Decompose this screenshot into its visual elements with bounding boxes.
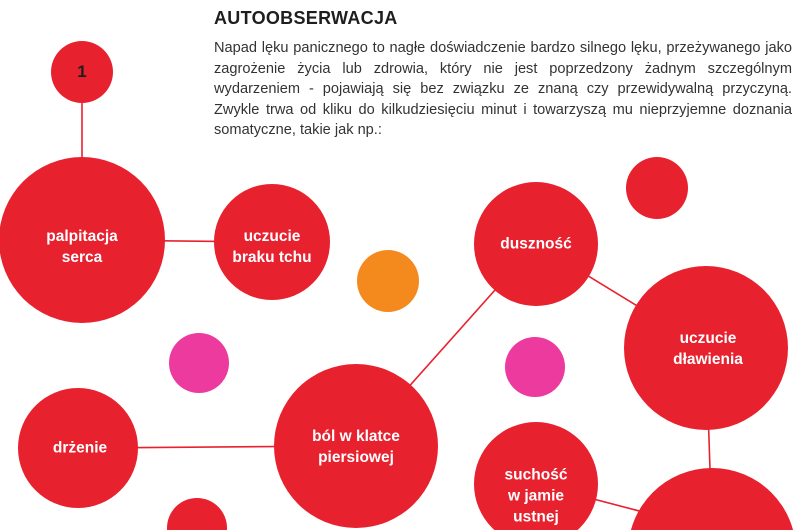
- decorative-dot-pink-left: [169, 333, 229, 393]
- intro-paragraph: Napad lęku panicznego to nagłe doświadczenie bardzo silnego lęku, przeżywanego jako zagrożenie życia lub zdrowia, który nie jest poprzedzony żadnym szczególnym wydarzeniem - pojawiają się bez związku ze znaną czy przewidywalną przyczyną. Zwykle trwa od kliku do kilkudziesięciu minut i towarzyszą mu nieprzyjemne doznania somatyczne, takie jak np.:: [214, 40, 792, 138]
- label-line: braku tchu: [232, 249, 312, 266]
- label-line: serca: [61, 249, 103, 266]
- decorative-dot-red-top: [626, 157, 688, 219]
- label-line: dławienia: [673, 351, 743, 368]
- label-palpitacja-serca: [46, 226, 118, 268]
- label-line: ból w klatce: [312, 428, 400, 445]
- label-line: uczucie: [679, 330, 737, 347]
- label-line: w jamie: [507, 487, 564, 505]
- label-uczucie-dlawienia: [673, 328, 743, 370]
- label-line: uczucie: [243, 228, 301, 245]
- decorative-dot-pink-right: [505, 337, 565, 397]
- decorative-dot-red-bottom: [167, 498, 227, 530]
- node-bottom-right-partial: [628, 468, 796, 530]
- label-bol-w-klatce-piersiowej: [312, 426, 400, 468]
- label-line: drżenie: [52, 439, 108, 457]
- label-drzenie: [53, 438, 107, 459]
- label-suchosc-w-jamie-ustnej: [505, 465, 568, 528]
- page-title: AUTOOBSERWACJA: [214, 8, 398, 28]
- label-line: duszność: [500, 235, 572, 253]
- label-line: ustnej: [513, 508, 559, 526]
- label-dusznosc: [500, 234, 571, 255]
- label-uczucie-braku-tchu: [232, 226, 311, 268]
- decorative-dot-orange: [357, 250, 419, 312]
- label-line: piersiowej: [318, 449, 394, 466]
- label-line: palpitacja: [46, 228, 118, 245]
- step-number-badge: 1: [77, 62, 87, 81]
- label-line: suchość: [504, 466, 568, 484]
